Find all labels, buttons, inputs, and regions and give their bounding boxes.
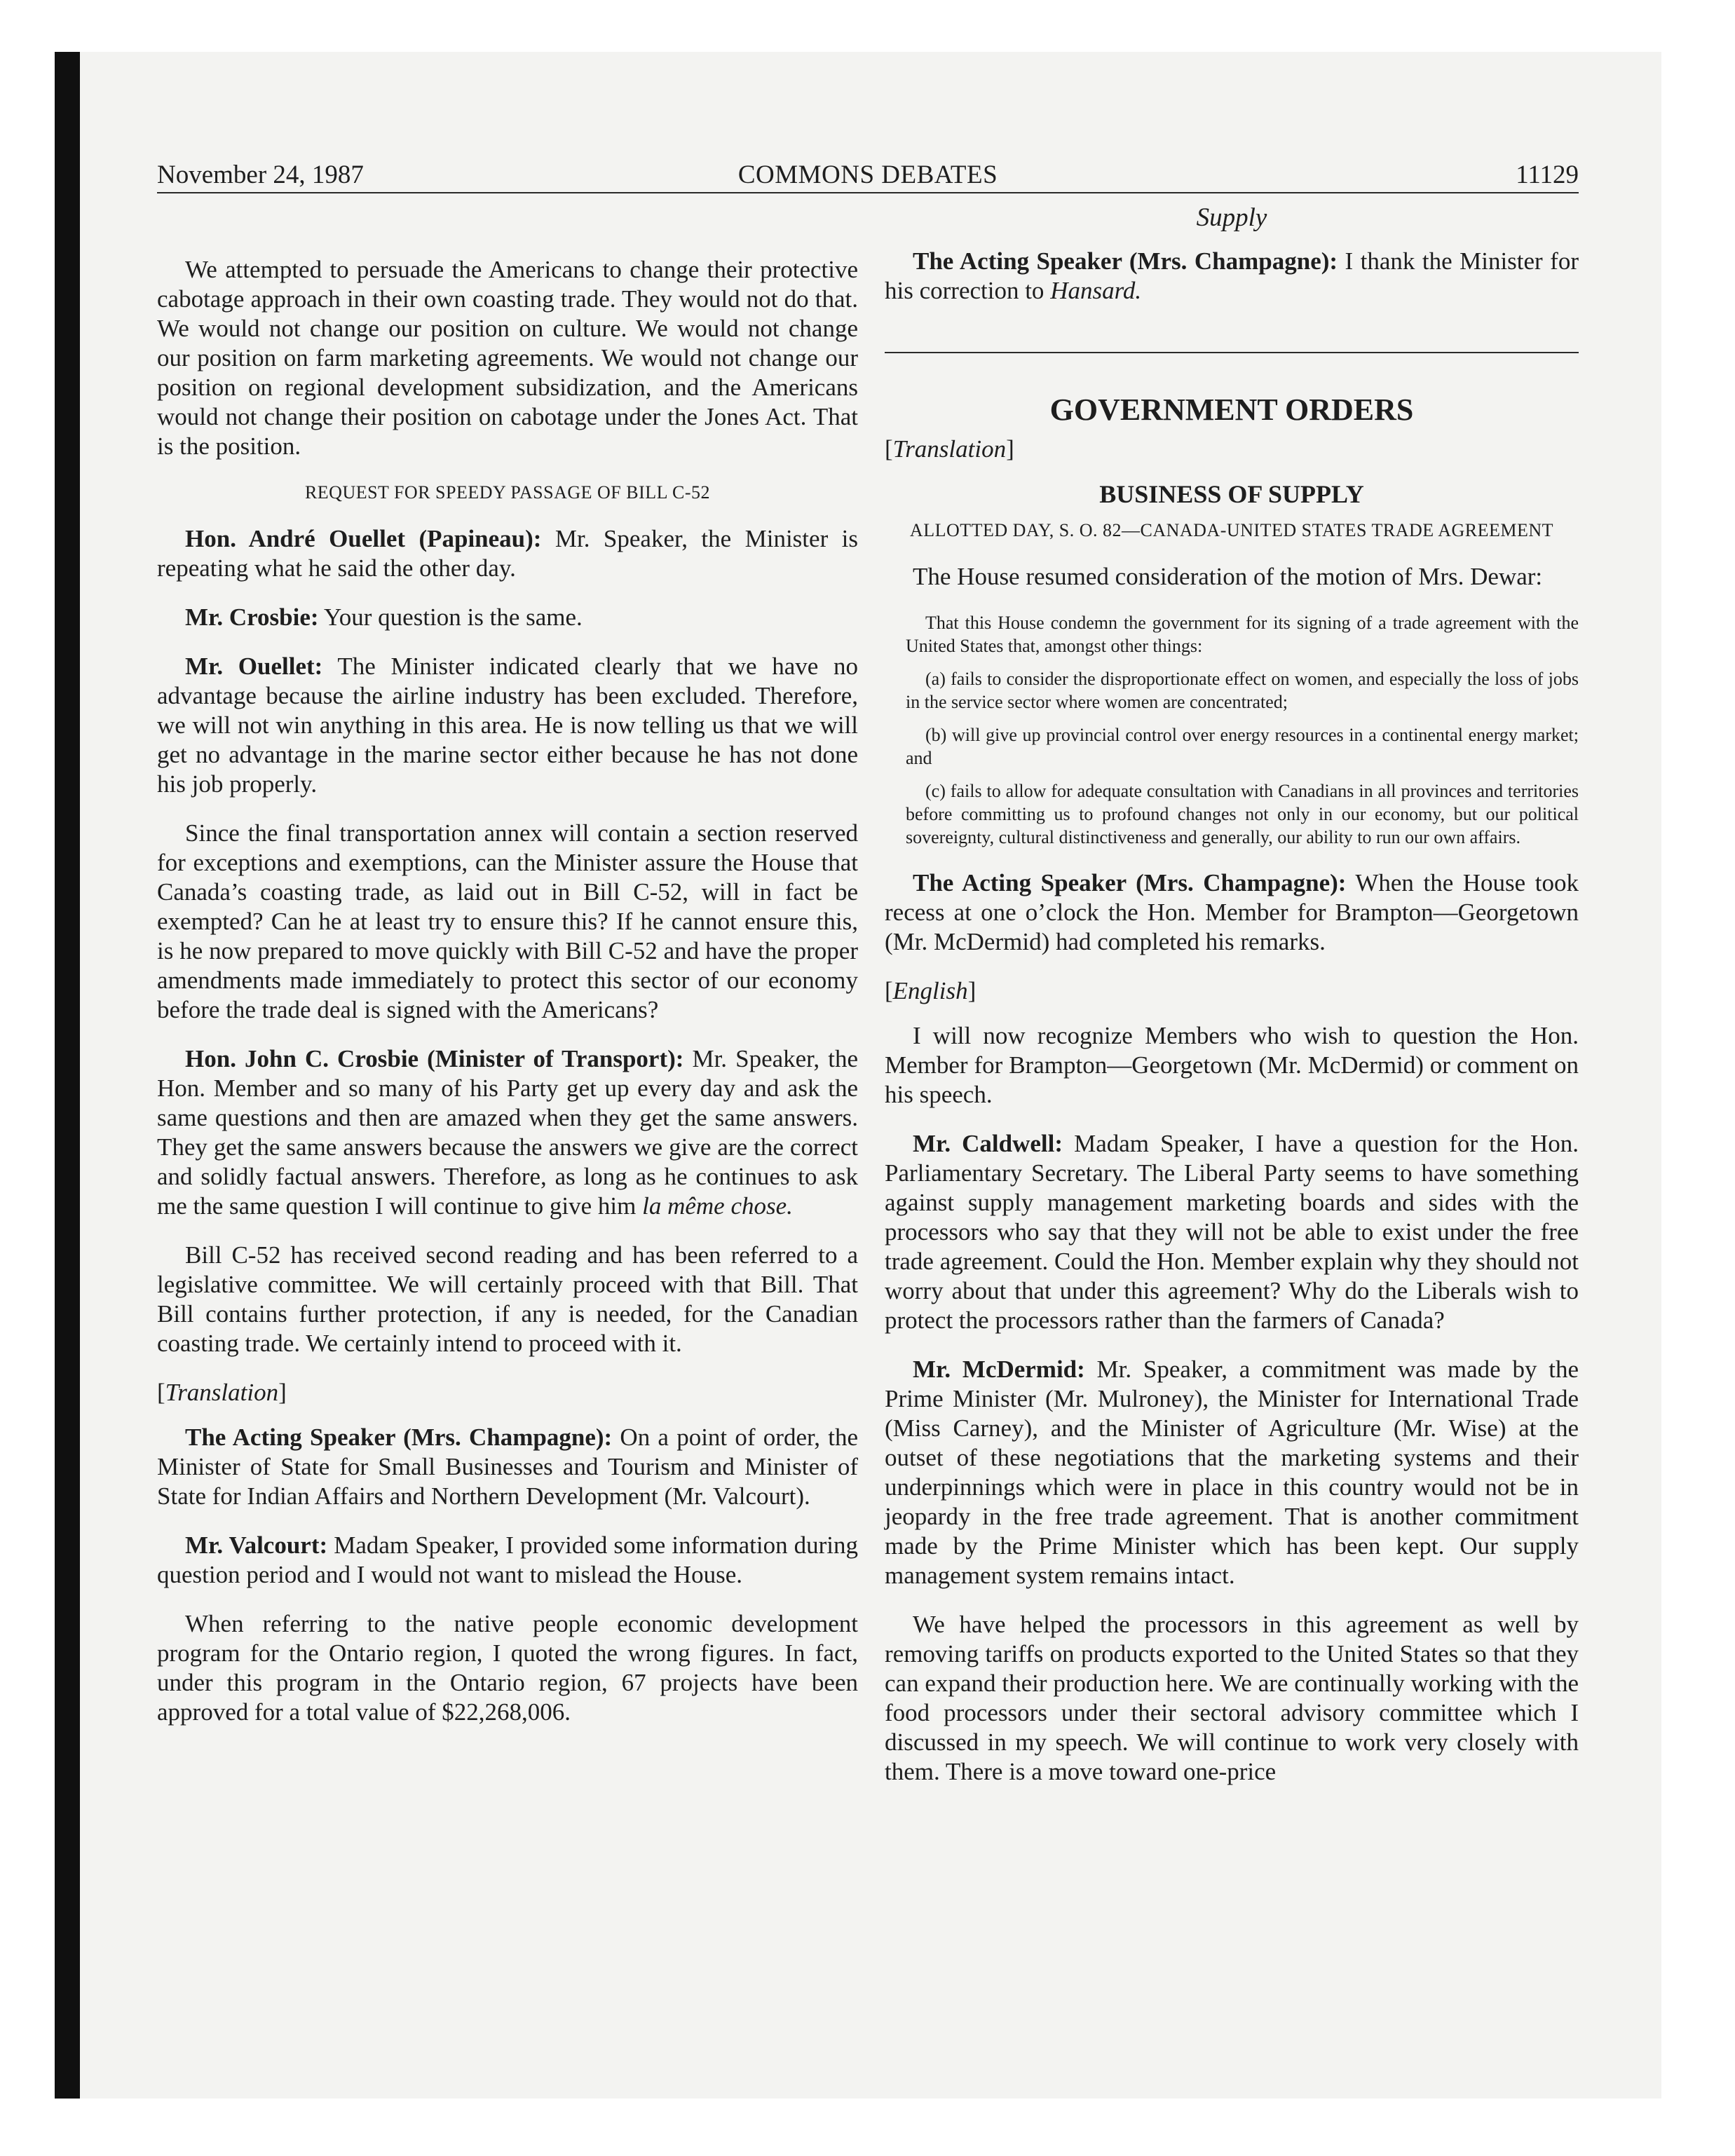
right-column <box>885 203 1579 1806</box>
speech-text: Madam Speaker, I provided some information during question period and I would not want to mislead the House. <box>157 1531 859 1588</box>
subsection-title: BUSINESS OF SUPPLY <box>1099 480 1364 508</box>
paragraph <box>157 1423 858 1511</box>
paragraph <box>157 603 858 632</box>
speaker-name: Hon. André Ouellet (Papineau): <box>185 525 542 552</box>
speech-text: The Minister indicated clearly that we have no advantage because the airline industry has been excluded. Therefore, we will not win anything in this area. He is now telling us that we will get no advantage in the marine sector either because he has not done his job properly. <box>157 653 859 798</box>
speaker-name: Mr. Caldwell: <box>913 1130 1063 1157</box>
speech-text: Mr. Speaker, a commitment was made by the Prime Minister (Mr. Mulroney), the Minister for International Trade (Miss Carney), and the Minister of Agriculture (Mr. Wise) at the outset of these negotiations that the marketing systems and their underpinnings which were in place in this country would not be in jeopardy in the free trade agreement. That is another commitment made by the Prime Minister which has been kept. Our supply management system remains intact. <box>885 1356 1579 1589</box>
english-label: English <box>892 977 968 1004</box>
paragraph: Since the final transportation annex will contain a section reserved for exceptions and exemptions, can the Minister assure the House that Canada’s coasting trade, as laid out in Bill C-52, will in fact be exempted? Can he at least try to ensure this? If he cannot ensure this, is he now prepared to move quickly with Bill C-52 and have the proper amendments made immediately to protect this sector of our economy before the trade deal is signed with the Americans? <box>157 819 858 1023</box>
paragraph: We attempted to persuade the Americans to change their protective cabotage approach in their own coasting trade. They would not do that. We would not change our position on culture. We would not change our position on farm marketing agreements. We would not change our position on regional development subsidization, and the Americans would not change their position on cabotage under the Jones Act. That is the position. <box>157 256 858 460</box>
motion-text: That this House condemn the government for its signing of a trade agreement with the United States that, amongst other things: <box>906 613 1579 656</box>
italic-phrase: la même chose. <box>642 1192 793 1220</box>
header-date: November 24, 1987 <box>157 161 364 189</box>
speech-text: Mr. Speaker, the Hon. Member and so many of his Party get up every day and ask the same questions and then are amazed when they get the same answers. They get the same answers because the answers we give are the correct and solidly factual answers. Therefore, as long as he continues to ask me the same question I will continue to give him <box>157 1045 858 1220</box>
running-head: Supply <box>1196 203 1267 232</box>
paragraph <box>885 1129 1579 1335</box>
section-title: GOVERNMENT ORDERS <box>1049 393 1414 427</box>
paragraph: When referring to the native people economic development program for the Ontario region, I quoted the wrong figures. In fact, under this program in the Ontario region, 67 projects have been approved for a total value of $22,268,006. <box>157 1610 858 1726</box>
page-header <box>157 158 1579 193</box>
motion-clause: (b) will give up provincial control over energy resources in a continental energy market; and <box>906 725 1579 768</box>
speech-text: Madam Speaker, I have a question for the Hon. Parliamentary Secretary. The Liberal Party seems to have something against supply management marketing boards and sides with the processors who say that they will not be able to exist under the free trade agreement. Could the Hon. Member explain why they should not worry about that under this agreement? Why do the Liberals wish to protect the processors rather than the farmers of Canada? <box>885 1130 1579 1334</box>
header-title: COMMONS DEBATES <box>737 161 998 189</box>
speech-text: When the House took recess at one o’clock the Hon. Member for Brampton—Georgetown (Mr. McDermid) had completed his remarks. <box>885 869 1579 955</box>
motion-clause: (a) fails to consider the disproportionate effect on women, and especially the loss of jobs in the service sector where women are concentrated; <box>906 669 1579 712</box>
scan-binding-edge <box>55 52 80 2099</box>
paragraph <box>157 1044 858 1221</box>
paragraph <box>885 868 1579 957</box>
speaker-name: Mr. Crosbie: <box>185 603 319 631</box>
paragraph <box>157 524 858 583</box>
italic-phrase: Hansard. <box>1050 277 1142 304</box>
motion-clause: (c) fails to allow for adequate consultation with Canadians in all provinces and territories before committing us to profound changes not only in our economy, but our political sovereignty, cultural distinctiveness and generally, our ability to run our own affairs. <box>906 781 1579 847</box>
section-subheading: REQUEST FOR SPEEDY PASSAGE OF BILL C-52 <box>304 482 711 503</box>
header-page-number: 11129 <box>1516 161 1579 189</box>
speaker-name: The Acting Speaker (Mrs. Champagne): <box>185 1424 613 1451</box>
speaker-name: Mr. McDermid: <box>913 1356 1085 1383</box>
paragraph: Bill C-52 has received second reading and has been referred to a legislative committee. We will certainly proceed with that Bill. That Bill contains further protection, if any is needed, for the Canadian coasting trade. We certainly intend to proceed with it. <box>157 1241 858 1357</box>
translation-label: Translation <box>892 435 1007 463</box>
translation-marker: [Translation] <box>157 1379 287 1406</box>
speaker-name: The Acting Speaker (Mrs. Champagne): <box>913 247 1338 275</box>
speaker-name: Mr. Ouellet: <box>185 653 323 680</box>
speech-text: Your question is the same. <box>318 603 583 631</box>
paragraph <box>157 1531 858 1590</box>
paragraph: We have helped the processors in this agreement as well by removing tariffs on products exported to the United States so that they can expand their production here. We are continually working with the food processors under their sectoral advisory committee which I discussed in my speech. We will continue to work very closely with them. There is a move toward one-price <box>885 1611 1579 1785</box>
translation-marker: [Translation] <box>885 435 1014 463</box>
section-subheading: ALLOTTED DAY, S. O. 82—CANADA-UNITED STATES TRADE AGREEMENT <box>909 520 1554 540</box>
speech-text: Mr. Speaker, the Minister is repeating what he said the other day. <box>157 525 858 582</box>
speaker-name: Mr. Valcourt: <box>185 1531 328 1559</box>
left-column <box>157 203 858 1747</box>
paragraph <box>885 247 1579 306</box>
translation-label: Translation <box>165 1379 279 1406</box>
english-marker: [English] <box>885 977 977 1004</box>
paragraph: I will now recognize Members who wish to question the Hon. Member for Brampton—Georgetown (Mr. McDermid) or comment on his speech. <box>885 1022 1579 1108</box>
paragraph <box>885 1355 1579 1590</box>
speaker-name: The Acting Speaker (Mrs. Champagne): <box>913 869 1347 896</box>
paragraph: The House resumed consideration of the motion of Mrs. Dewar: <box>913 563 1543 590</box>
speech-text: I thank the Minister for his correction to <box>885 247 1579 304</box>
speaker-name: Hon. John C. Crosbie (Minister of Transport): <box>185 1045 684 1072</box>
section-divider <box>885 352 1579 353</box>
speech-text: On a point of order, the Minister of State for Small Businesses and Tourism and Minister of State for Indian Affairs and Northern Development (Mr. Valcourt). <box>157 1424 858 1510</box>
paragraph <box>157 652 858 799</box>
